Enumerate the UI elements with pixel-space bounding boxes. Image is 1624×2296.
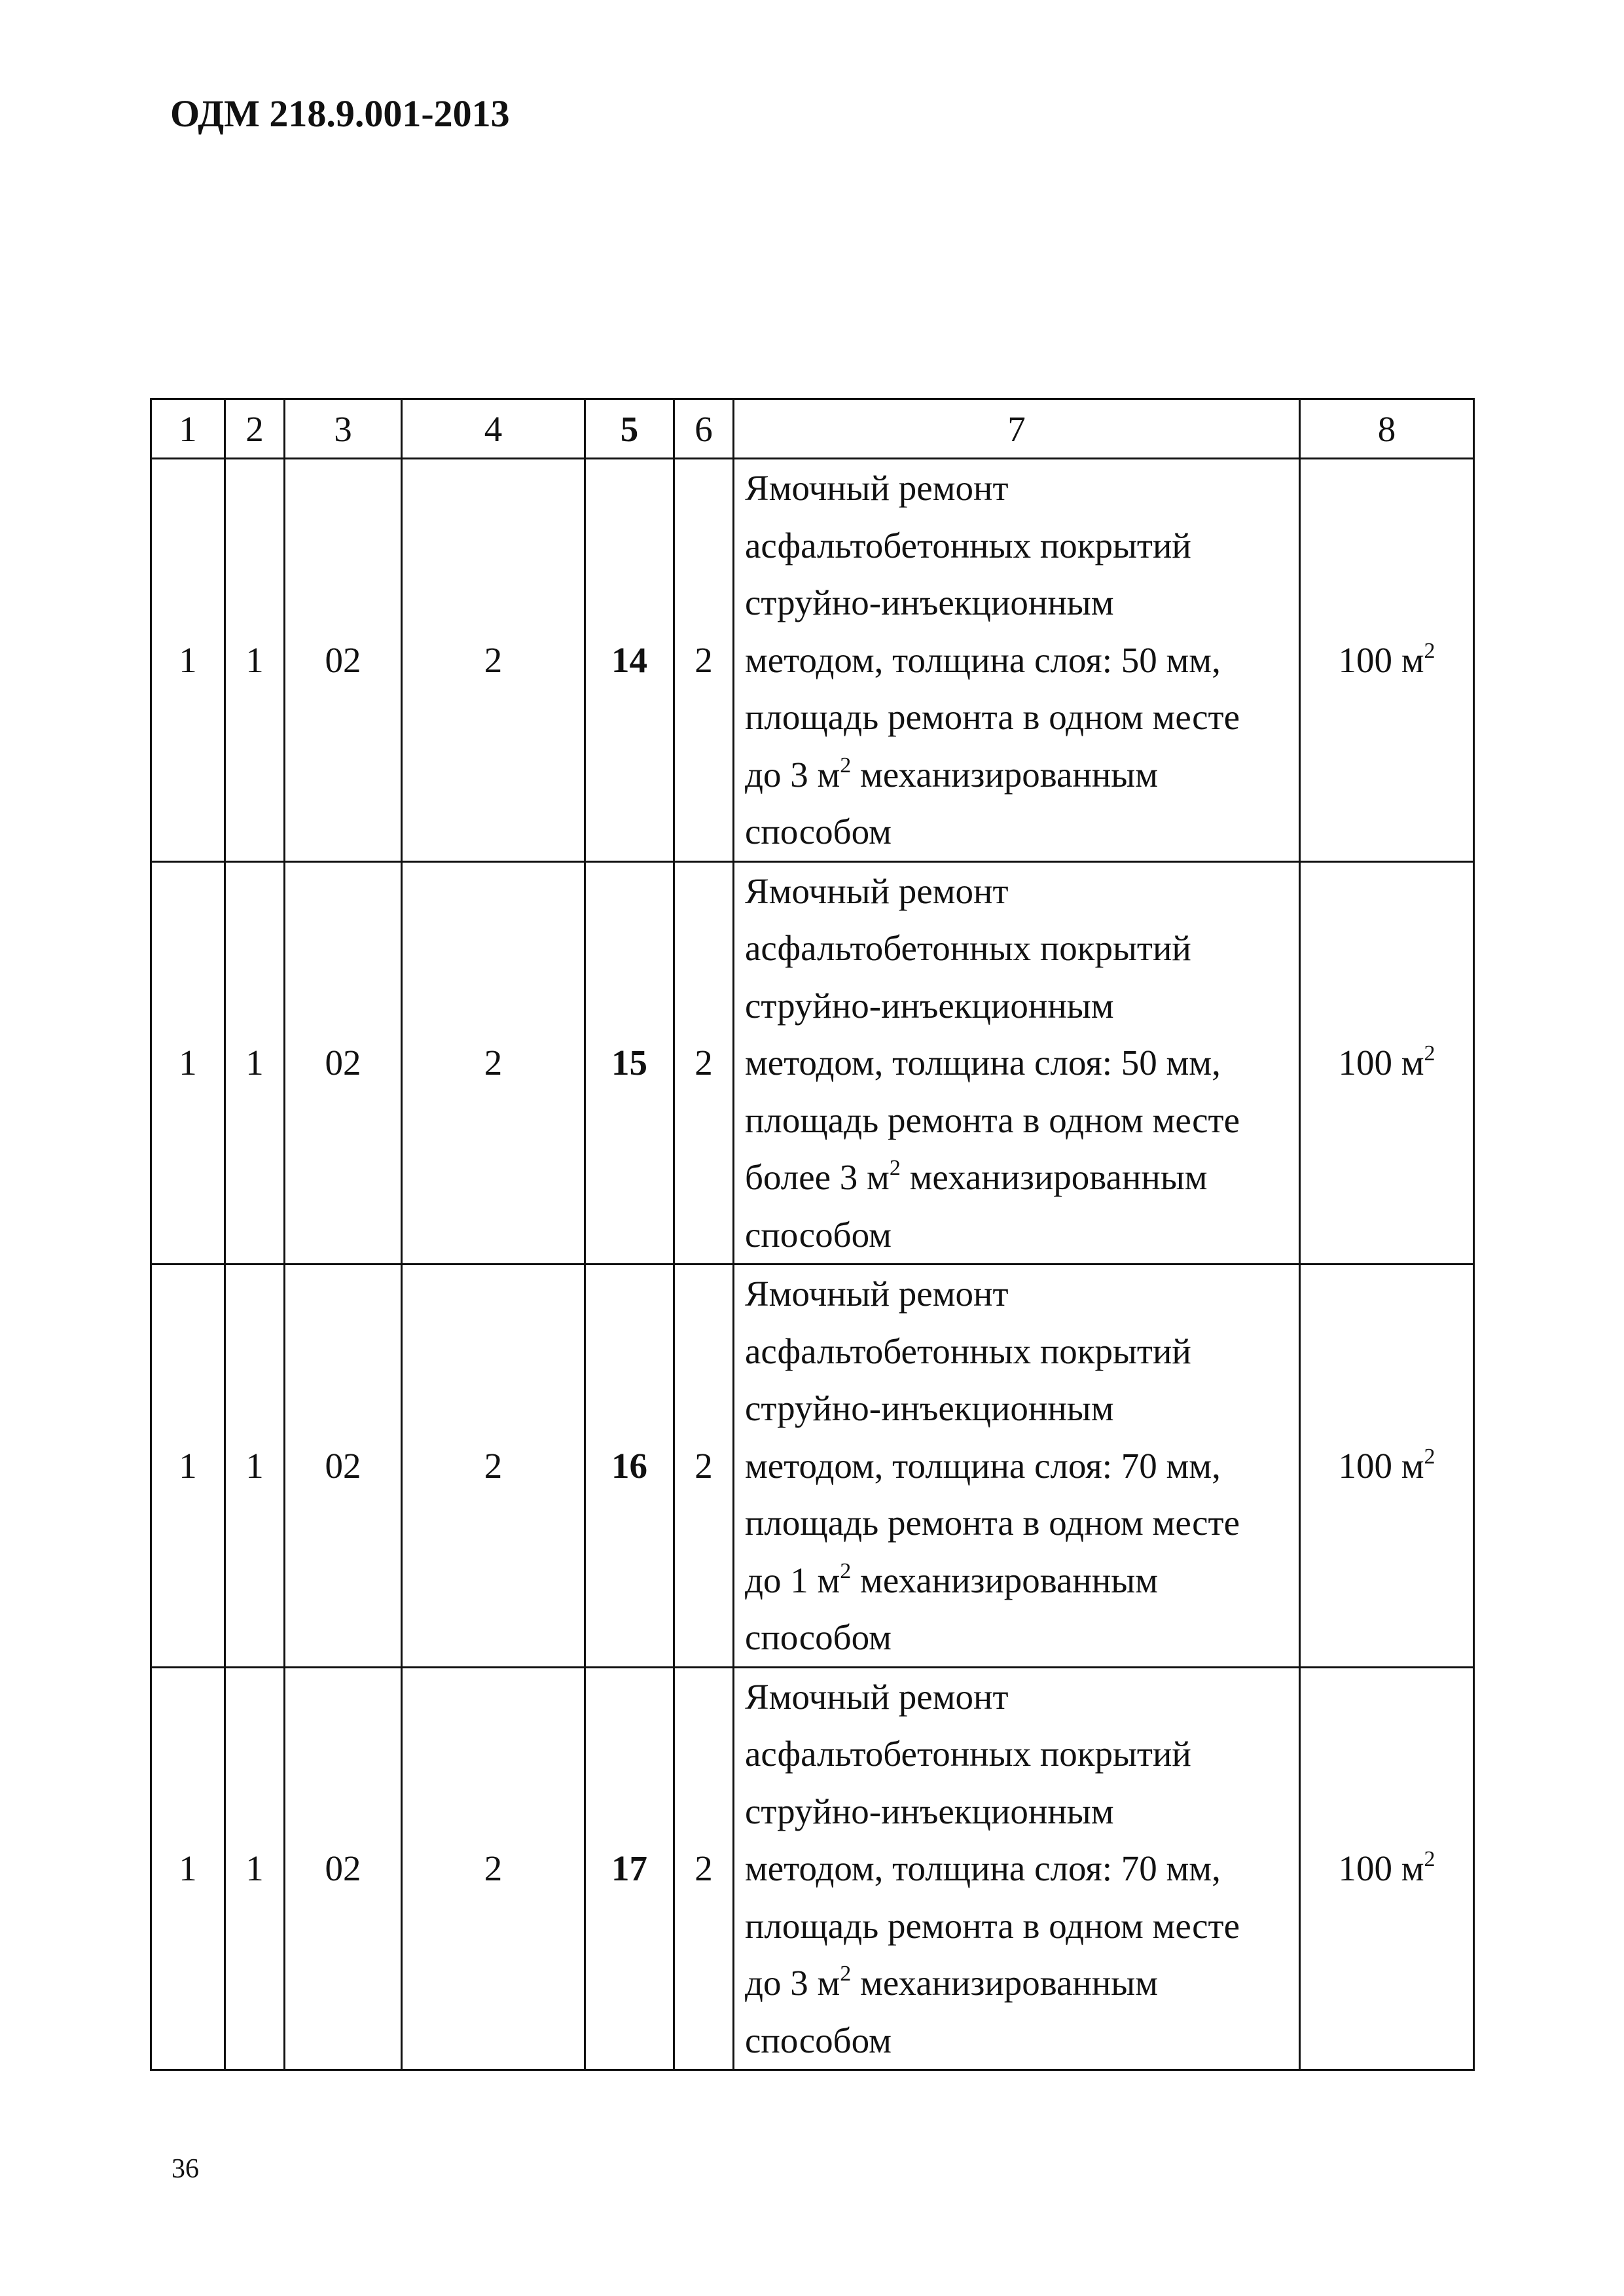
cell-col-5: 17 [585,1667,674,2070]
cell-unit [1300,459,1474,862]
cell-col-4: 2 [402,1265,585,1668]
cell-col-3: 02 [285,459,402,862]
unit-text: 100 м [1338,1848,1424,1889]
superscript: 2 [1424,1444,1435,1469]
area-text: до 3 м [745,754,840,795]
column-header: 2 [225,399,285,459]
norms-table [150,398,1475,2071]
superscript: 2 [840,753,852,778]
cell-unit [1300,861,1474,1265]
method-text: механизированным [851,754,1159,795]
superscript: 2 [1424,638,1435,663]
column-header: 4 [402,399,585,459]
method-text: механизированным [900,1157,1208,1197]
column-header: 6 [674,399,734,459]
description-line: асфальтобетонных покрытий [745,1734,1191,1774]
description-line: Ямочный ремонт [745,468,1009,508]
description-line: струйно-инъекционным [745,583,1114,622]
description-line [745,746,1292,804]
cell-col-5: 15 [585,861,674,1265]
table-row [151,459,1474,862]
cell-col-5: 16 [585,1265,674,1668]
unit-text: 100 м [1338,1445,1424,1486]
description-line: способом [745,812,892,852]
cell-col-4: 2 [402,1667,585,2070]
cell-description [734,861,1300,1265]
table-row [151,861,1474,1265]
cell-unit [1300,1265,1474,1668]
cell-col-4: 2 [402,459,585,862]
cell-col-1: 1 [151,1265,225,1668]
cell-description [734,1667,1300,2070]
description-line [745,1954,1292,2012]
cell-description [734,459,1300,862]
column-header: 7 [734,399,1300,459]
cell-col-5: 14 [585,459,674,862]
cell-col-1: 1 [151,459,225,862]
column-header: 5 [585,399,674,459]
description-line: асфальтобетонных покрытий [745,525,1191,565]
column-header: 1 [151,399,225,459]
superscript: 2 [840,1962,852,1986]
cell-description [734,1265,1300,1668]
description-line: площадь ремонта в одном месте [745,1503,1240,1543]
description-line: методом, толщина слоя: 70 мм, [745,1445,1221,1486]
description-line [745,1149,1292,1206]
description-line: методом, толщина слоя: 50 мм, [745,1043,1221,1083]
page-number: 36 [171,2154,199,2184]
cell-col-2: 1 [225,1265,285,1668]
area-text: до 3 м [745,1963,840,2003]
cell-col-3: 02 [285,1265,402,1668]
column-header: 3 [285,399,402,459]
description-line: струйно-инъекционным [745,985,1114,1026]
cell-unit [1300,1667,1474,2070]
method-text: механизированным [851,1963,1159,2003]
description-line: струйно-инъекционным [745,1791,1114,1831]
superscript: 2 [840,1558,852,1583]
description-line: асфальтобетонных покрытий [745,928,1191,968]
description-line: методом, толщина слоя: 50 мм, [745,639,1221,680]
cell-col-1: 1 [151,1667,225,2070]
unit-text: 100 м [1338,1043,1424,1083]
cell-col-3: 02 [285,1667,402,2070]
table-header-row [151,399,1474,459]
cell-col-2: 1 [225,459,285,862]
cell-col-4: 2 [402,861,585,1265]
superscript: 2 [889,1156,901,1180]
area-text: более 3 м [745,1157,890,1197]
description-line: площадь ремонта в одном месте [745,1905,1240,1946]
cell-col-2: 1 [225,1667,285,2070]
cell-col-6: 2 [674,1265,734,1668]
description-line: струйно-инъекционным [745,1388,1114,1428]
table-row [151,1265,1474,1668]
superscript: 2 [1424,1041,1435,1066]
table-row [151,1667,1474,2070]
cell-col-2: 1 [225,861,285,1265]
document-code: ОДМ 218.9.001-2013 [170,92,510,135]
description-line: площадь ремонта в одном месте [745,1100,1240,1140]
unit-text: 100 м [1338,639,1424,680]
description-line: методом, толщина слоя: 70 мм, [745,1848,1221,1888]
description-line: способом [745,1214,892,1255]
description-line: способом [745,2020,892,2060]
cell-col-3: 02 [285,861,402,1265]
column-header: 8 [1300,399,1474,459]
description-line [745,1552,1292,1609]
description-line: Ямочный ремонт [745,870,1009,911]
description-line: Ямочный ремонт [745,1676,1009,1717]
cell-col-6: 2 [674,1667,734,2070]
description-line: асфальтобетонных покрытий [745,1331,1191,1371]
cell-col-6: 2 [674,861,734,1265]
description-line: способом [745,1617,892,1657]
cell-col-1: 1 [151,861,225,1265]
cell-col-6: 2 [674,459,734,862]
area-text: до 1 м [745,1560,840,1600]
description-line: площадь ремонта в одном месте [745,697,1240,737]
superscript: 2 [1424,1847,1435,1872]
method-text: механизированным [851,1560,1159,1600]
description-line: Ямочный ремонт [745,1274,1009,1314]
